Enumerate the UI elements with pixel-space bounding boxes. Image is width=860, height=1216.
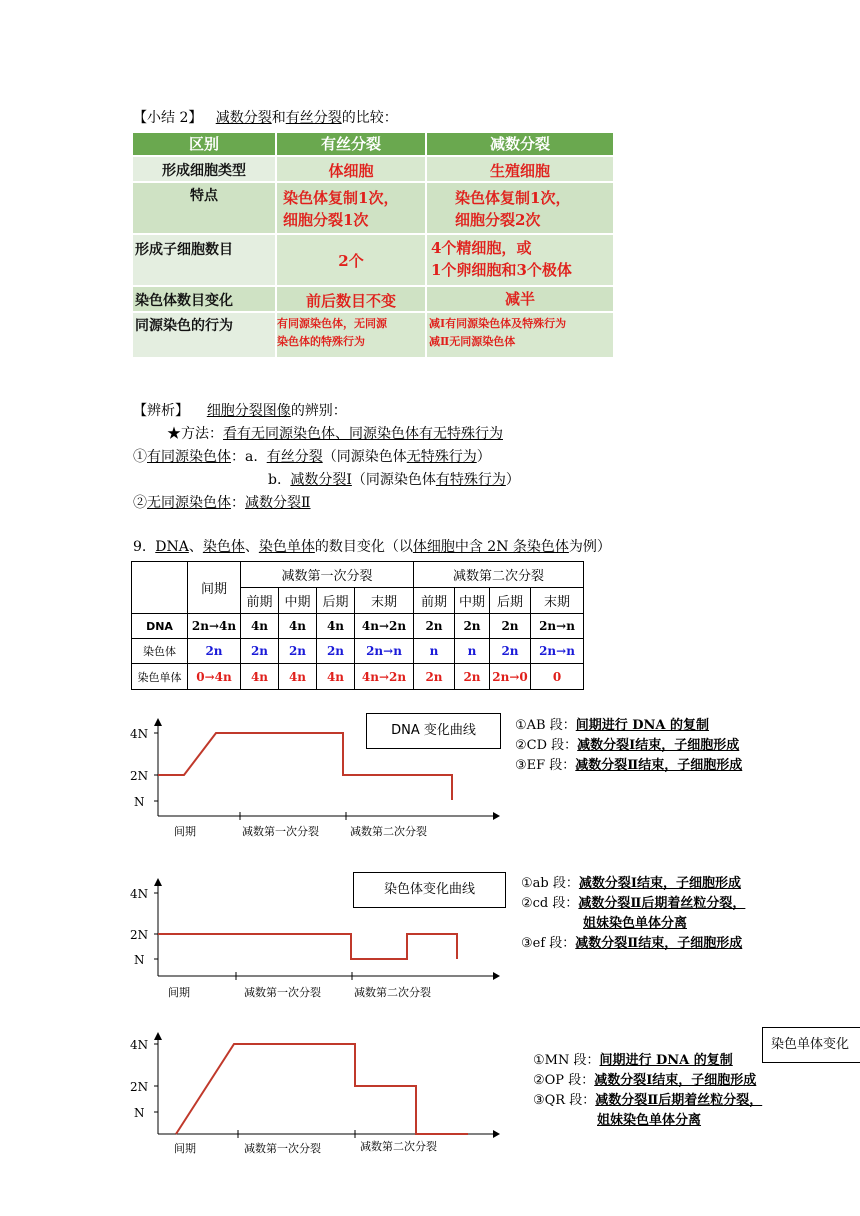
x-label-meiosis2: 减数第二次分裂 [350, 825, 427, 838]
note-line [521, 894, 745, 914]
note-text: 减数分裂Ⅰ结束，子细胞形成 [577, 738, 740, 753]
term-chromosome: 染色体 [202, 539, 245, 555]
note-line [515, 756, 742, 776]
summary-term-meiosis: 减数分裂 [215, 110, 272, 126]
cell-meiosis [426, 312, 614, 358]
cell-meiosis: 生殖细胞 [426, 156, 614, 182]
section-mid: 的数目变化（以 [314, 539, 413, 555]
x-axis-arrow [493, 972, 500, 980]
note-text: 间期进行 DNA 的复制 [599, 1053, 733, 1068]
note-text: 减数分裂Ⅱ后期着丝粒分裂， [578, 896, 746, 911]
item-num: ① [133, 449, 147, 465]
row-label: 形成细胞类型 [133, 156, 276, 182]
y-label-2n: 2N [130, 1080, 149, 1094]
summary-tag: 【小结 2】 [133, 110, 203, 126]
count-cell: 0→4n [188, 664, 241, 690]
cell-meiosis [426, 182, 614, 234]
item-term: 无同源染色体 [147, 495, 231, 511]
note-line [521, 874, 745, 894]
stage-header: 中期 [455, 588, 490, 614]
dna-notes [515, 716, 742, 776]
count-cell: 2n [490, 614, 531, 639]
item-colon: ：a. [231, 449, 258, 465]
count-cell: 2n [188, 639, 241, 664]
note-line [533, 1071, 762, 1091]
count-cell: 4n [241, 614, 279, 639]
cell-mitosis [276, 182, 426, 234]
item-a-paren-term: 无特殊行为 [406, 449, 477, 465]
row-label: 同源染色的行为 [133, 312, 276, 358]
count-cell: 2n→n [531, 639, 584, 664]
row-label-chromosome: 染色体 [132, 639, 188, 664]
x-label-interphase: 间期 [174, 1142, 196, 1155]
y-label-n: N [134, 795, 145, 809]
chromatid-notes [533, 1051, 762, 1131]
x-label-interphase: 间期 [174, 825, 196, 838]
x-label-interphase: 间期 [168, 986, 190, 999]
cell-line: 减Ⅱ无同源染色体 [429, 335, 516, 348]
count-cell: 4n→2n [355, 664, 414, 690]
count-cell: 2n→4n [188, 614, 241, 639]
count-cell: n [414, 639, 455, 664]
count-cell: n [455, 639, 490, 664]
note-prefix: ③QR 段： [533, 1093, 596, 1108]
y-axis-arrow [154, 718, 162, 726]
note-line [533, 1051, 762, 1071]
stage-header: 末期 [355, 588, 414, 614]
count-cell: 2n [241, 639, 279, 664]
term-dna: DNA [155, 539, 189, 555]
count-cell: 4n→2n [355, 614, 414, 639]
corner-cell [132, 562, 188, 614]
analysis-title: 细胞分裂图像 [206, 403, 291, 419]
note-text: 间期进行 DNA 的复制 [575, 718, 710, 733]
row-label: 形成子细胞数目 [133, 234, 276, 286]
item-b-paren-term: 有特殊行为 [435, 472, 506, 488]
analysis-item-1 [133, 446, 491, 466]
graph-title-box: DNA 变化曲线 [366, 713, 501, 749]
y-label-n: N [134, 1106, 145, 1120]
note-text: 减数分裂Ⅱ结束，子细胞形成 [575, 758, 743, 773]
count-cell: 4n [317, 664, 355, 690]
stage-header: 末期 [531, 588, 584, 614]
summary-heading [133, 107, 398, 127]
cell-line: 细胞分裂1次 [283, 211, 369, 229]
count-cell: 4n [317, 614, 355, 639]
note-line [515, 716, 742, 736]
header-cell: 减数分裂 [426, 133, 614, 156]
graph-title-box: 染色体变化曲线 [353, 872, 506, 908]
count-cell: 2n→n [355, 639, 414, 664]
cell-line: 细胞分裂2次 [455, 211, 541, 229]
note-text: 减数分裂Ⅰ结束，子细胞形成 [578, 876, 741, 891]
count-cell: 4n [279, 664, 317, 690]
section-num: 9. [133, 539, 147, 555]
cell-line: 染色体复制1次， [455, 189, 571, 207]
item-a-paren: （同源染色体 [322, 449, 407, 465]
cell-mitosis: 前后数目不变 [276, 286, 426, 312]
item-term: 有同源染色体 [147, 449, 231, 465]
cell-line: 1个卵细胞和3个极体 [431, 261, 572, 279]
count-cell: 4n [279, 614, 317, 639]
y-label-n: N [134, 953, 145, 967]
count-table [131, 561, 584, 690]
count-cell: 0 [531, 664, 584, 690]
method-label: ★方法： [167, 426, 223, 442]
interphase-header: 间期 [188, 562, 241, 614]
term-chromatid: 染色单体 [258, 539, 315, 555]
chromosome-curve [158, 934, 457, 959]
note-line [533, 1091, 762, 1111]
note-prefix: ①MN 段： [533, 1053, 600, 1068]
y-axis-arrow [154, 1032, 162, 1040]
cell-mitosis: 2个 [276, 234, 426, 286]
item-b-close: ） [505, 472, 520, 488]
item-b-pre: b. [268, 472, 282, 488]
header-cell: 有丝分裂 [276, 133, 426, 156]
row-label-chromatid: 染色单体 [132, 664, 188, 690]
meiosis1-header: 减数第一次分裂 [241, 562, 414, 588]
x-label-meiosis2: 减数第二次分裂 [360, 1140, 437, 1153]
y-label-2n: 2N [130, 769, 149, 783]
x-label-meiosis1: 减数第一次分裂 [244, 986, 321, 999]
sep: 、 [244, 539, 259, 555]
item-value: 减数分裂Ⅱ [245, 495, 311, 511]
cell-line: 减Ⅰ有同源染色体及特殊行为 [429, 317, 567, 330]
count-cell: 4n [241, 664, 279, 690]
note-text: 姐妹染色单体分离 [583, 916, 688, 931]
note-line [515, 736, 742, 756]
section-end: 为例） [568, 539, 611, 555]
note-prefix: ③EF 段： [515, 758, 576, 773]
note-prefix: ③ef 段： [521, 936, 576, 951]
cell-line: 染色体的特殊行为 [277, 335, 365, 348]
y-label-4n: 4N [130, 1038, 149, 1052]
item-num: ② [133, 495, 147, 511]
note-line [521, 914, 745, 934]
x-label-meiosis1: 减数第一次分裂 [242, 825, 319, 838]
summary-rest: 的比较： [341, 110, 398, 126]
note-text: 减数分裂Ⅱ结束，子细胞形成 [575, 936, 743, 951]
analysis-title-rest: 的辨别： [290, 403, 347, 419]
count-cell: 2n [414, 614, 455, 639]
count-cell: 2n [279, 639, 317, 664]
x-label-meiosis1: 减数第一次分裂 [244, 1142, 321, 1155]
item-b-term: 减数分裂Ⅰ [290, 472, 352, 488]
sep: 、 [188, 539, 203, 555]
y-label-4n: 4N [130, 887, 149, 901]
comparison-table [133, 133, 615, 359]
note-line [533, 1111, 762, 1131]
term-somatic: 体细胞中含 2N 条染色体 [412, 539, 569, 555]
meiosis2-header: 减数第二次分裂 [414, 562, 584, 588]
cell-line: 染色体复制1次， [283, 189, 399, 207]
count-cell: 2n→0 [490, 664, 531, 690]
note-line [521, 934, 745, 954]
y-axis-arrow [154, 878, 162, 886]
section9-heading [133, 536, 611, 556]
note-prefix: ②cd 段： [521, 896, 579, 911]
item-a-close: ） [476, 449, 491, 465]
chromatid-curve [176, 1044, 468, 1134]
analysis-heading [133, 400, 347, 420]
count-cell: 2n [455, 614, 490, 639]
note-prefix: ②OP 段： [533, 1073, 595, 1088]
cell-meiosis: 减半 [426, 286, 614, 312]
item-a-term: 有丝分裂 [266, 449, 323, 465]
x-axis-arrow [493, 812, 500, 820]
item-colon: ： [231, 495, 245, 511]
chromosome-notes [521, 874, 745, 954]
summary-and: 和 [271, 110, 286, 126]
stage-header: 前期 [414, 588, 455, 614]
cell-line: 4个精细胞，或 [431, 239, 532, 257]
stage-header: 后期 [490, 588, 531, 614]
note-prefix: ②CD 段： [515, 738, 578, 753]
y-label-4n: 4N [130, 727, 149, 741]
note-text: 姐妹染色单体分离 [597, 1113, 702, 1128]
row-label: 特点 [133, 182, 276, 234]
analysis-tag: 【辨析】 [133, 403, 189, 419]
cell-mitosis [276, 312, 426, 358]
item-b-paren: （同源染色体 [351, 472, 436, 488]
note-text: 减数分裂Ⅰ结束，子细胞形成 [594, 1073, 757, 1088]
count-cell: 2n→n [531, 614, 584, 639]
cell-line: 有同源染色体，无同源 [277, 317, 387, 330]
count-cell: 2n [455, 664, 490, 690]
note-prefix: ①AB 段： [515, 718, 576, 733]
x-axis-arrow [493, 1130, 500, 1138]
cell-mitosis: 体细胞 [276, 156, 426, 182]
count-cell: 2n [490, 639, 531, 664]
cell-meiosis [426, 234, 614, 286]
x-label-meiosis2: 减数第二次分裂 [354, 986, 431, 999]
count-cell: 2n [414, 664, 455, 690]
y-label-2n: 2N [130, 928, 149, 942]
analysis-item-1b [268, 469, 520, 489]
note-prefix: ①ab 段： [521, 876, 579, 891]
stage-header: 中期 [279, 588, 317, 614]
header-cell: 区别 [133, 133, 276, 156]
chromatid-graph [128, 1030, 500, 1160]
method-line [167, 423, 503, 443]
method-text: 看有无同源染色体、同源染色体有无特殊行为 [223, 426, 503, 442]
stage-header: 后期 [317, 588, 355, 614]
row-label: 染色体数目变化 [133, 286, 276, 312]
row-label-dna: DNA [132, 614, 188, 639]
summary-term-mitosis: 有丝分裂 [285, 110, 342, 126]
analysis-item-2 [133, 492, 311, 512]
stage-header: 前期 [241, 588, 279, 614]
graph-title-box: 染色单体变化 [762, 1027, 860, 1063]
note-text: 减数分裂Ⅱ后期着丝粒分裂， [595, 1093, 763, 1108]
count-cell: 2n [317, 639, 355, 664]
